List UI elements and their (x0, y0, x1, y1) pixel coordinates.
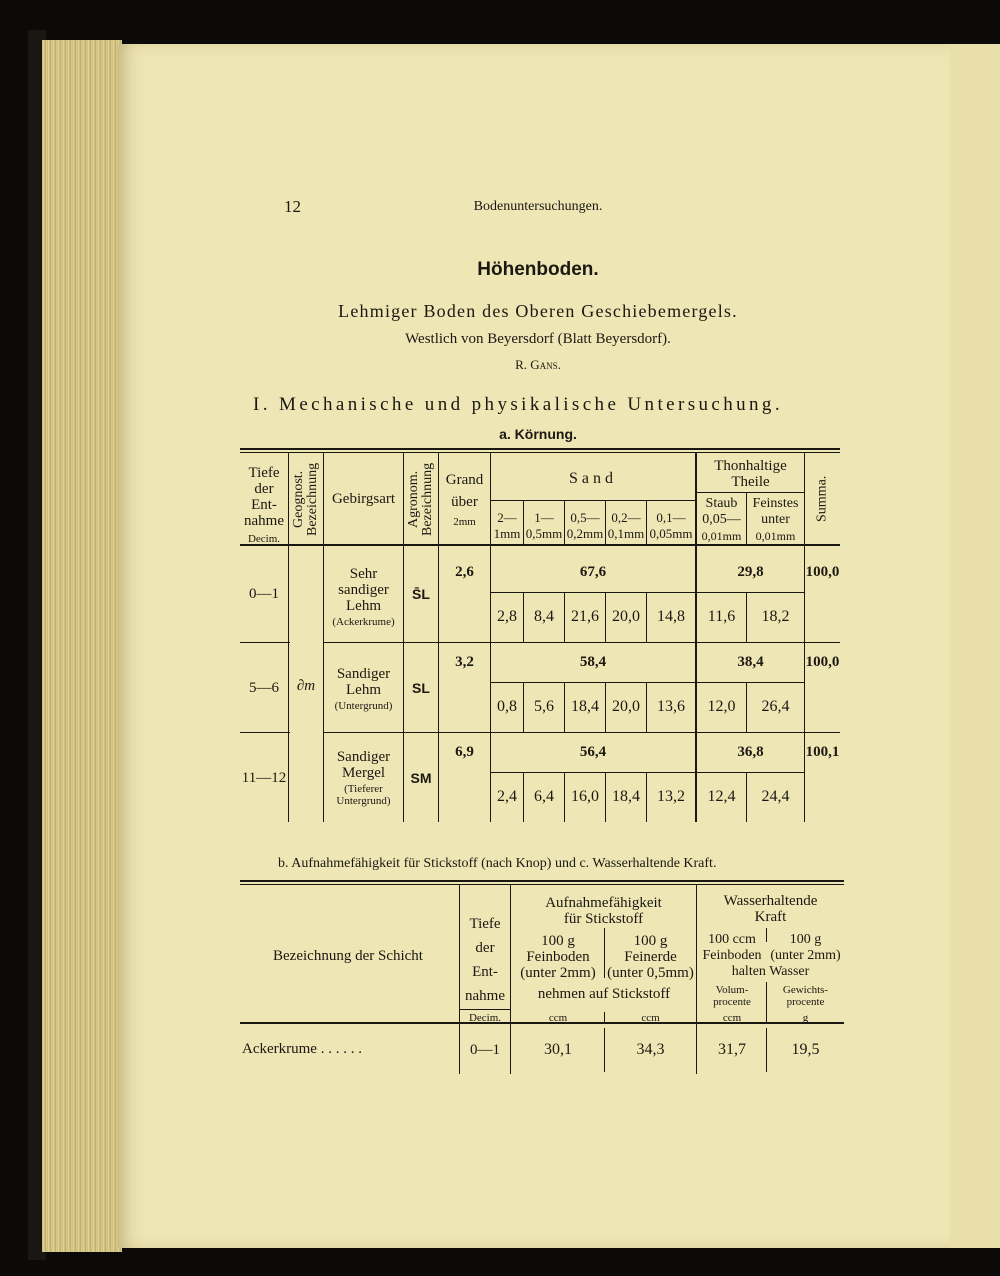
row-sand-total: 58,4 (579, 654, 607, 670)
sand-col-5-header: 0,1— 0,05mm (649, 510, 693, 541)
row-layer: Ackerkrume . . . . . . (242, 1041, 362, 1057)
feinstes-header: Feinstes unter 0,01mm (752, 496, 799, 543)
running-head: Bodenuntersuchungen. (473, 199, 603, 214)
subsection-a-heading: a. Körnung. (499, 426, 577, 442)
row-sand-total: 56,4 (579, 744, 607, 760)
row-sand-1: 2,8 (497, 608, 517, 625)
row-feinstes: 18,2 (761, 608, 790, 625)
g-unit: g (802, 1012, 809, 1024)
gebirgsart-header: Gebirgsart (331, 491, 396, 507)
row-staub: 12,4 (707, 788, 736, 805)
agronom-header: Agronom. Bezeichnung (406, 462, 435, 536)
section-heading: I. Mechanische und physikalische Untersuchung. (253, 394, 783, 415)
row-depth: 0—1 (249, 586, 279, 602)
row-sand-1: 0,8 (497, 698, 517, 715)
sand-col-4-header: 0,2— 0,1mm (607, 510, 645, 541)
row-agronom: SM (410, 770, 432, 786)
geognost-symbol: ∂m (296, 678, 316, 694)
subtitle: Lehmiger Boden des Oberen Geschiebemergels. (338, 301, 738, 321)
nehmen-header: nehmen auf Stickstoff (537, 986, 671, 1002)
row-grand: 3,2 (455, 654, 474, 670)
ccm-unit-3: ccm (722, 1012, 742, 1024)
row-depth: 0—1 (470, 1042, 500, 1058)
row-sand-5: 13,6 (657, 698, 685, 715)
gewicht-header: Gewichts- procente (782, 984, 829, 1008)
page-title: Höhenboden. (477, 259, 599, 280)
row-sand-2: 8,4 (534, 608, 554, 625)
row-gebirgsart: Sehr sandiger Lehm (Ackerkrume) (332, 566, 395, 628)
wasser-header: Wasserhaltende Kraft (723, 893, 818, 925)
depth-header: Tiefe der Ent- nahme Decim. (244, 465, 284, 545)
row-depth: 11—12 (241, 770, 287, 786)
sand-col-2-header: 1— 0,5mm (525, 510, 563, 541)
author: R. Gans. (515, 357, 561, 372)
row-w-gewicht: 19,5 (791, 1041, 820, 1058)
w2-header: 100 g (unter 2mm) (770, 932, 841, 963)
sand-col-3-header: 0,5— 0,2mm (566, 510, 604, 541)
sand-header: Sand (569, 470, 617, 487)
page-edges (42, 40, 122, 1252)
volum-header: Volum- procente (713, 984, 751, 1008)
row-sand-3: 16,0 (571, 788, 599, 805)
row-gebirgsart: Sandiger Lehm (Untergrund) (334, 666, 393, 712)
layer-header: Bezeichnung der Schicht (273, 948, 423, 964)
halten-header: halten Wasser (731, 964, 810, 979)
depth-unit: Decim. (468, 1012, 502, 1024)
depth-header: Tiefe der Ent- nahme (465, 916, 505, 1004)
ccm-unit-1: ccm (548, 1012, 568, 1024)
row-staub: 11,6 (707, 608, 736, 625)
row-thon-total: 36,8 (737, 744, 764, 760)
aufnahme-header: Aufnahmefähigkeit für Stickstoff (545, 895, 662, 927)
facing-page-edge (948, 44, 1000, 1248)
row-thon-total: 29,8 (737, 564, 764, 580)
row-sand-3: 21,6 (571, 608, 599, 625)
w1-header: 100 ccm Feinboden (702, 932, 762, 963)
subsection-b-heading: b. Aufnahmefähigkeit für Stickstoff (nach Knop) und c. Wasserhaltende Kraft. (278, 856, 717, 871)
row-sand-total: 67,6 (579, 564, 607, 580)
thon-header: Thonhaltige Theile (714, 458, 787, 490)
row-n-feinerde: 34,3 (636, 1041, 665, 1058)
feinerde-header: 100 g Feinerde (unter 0,5mm) (607, 933, 694, 981)
row-thon-total: 38,4 (737, 654, 764, 670)
grand-header: Grand über 2mm (445, 472, 484, 528)
page-number: 12 (284, 197, 301, 216)
sand-col-1-header: 2— 1mm (493, 510, 521, 541)
ccm-unit-2: ccm (641, 1012, 660, 1024)
row-grand: 2,6 (455, 564, 474, 580)
row-sand-5: 13,2 (657, 788, 685, 805)
row-sand-4: 18,4 (612, 788, 640, 805)
row-gebirgsart: Sandiger Mergel (Tieferer Untergrund) (336, 749, 391, 807)
row-staub: 12,0 (707, 698, 736, 715)
staub-header: Staub 0,05— 0,01mm (701, 496, 742, 543)
row-w-volum: 31,7 (718, 1041, 746, 1058)
row-sand-2: 6,4 (534, 788, 554, 805)
row-grand: 6,9 (455, 744, 474, 760)
row-n-feinboden: 30,1 (544, 1041, 572, 1058)
feinboden-header: 100 g Feinboden (unter 2mm) (520, 933, 596, 981)
row-sand-4: 20,0 (612, 698, 640, 715)
row-depth: 5—6 (249, 680, 279, 696)
location-line: Westlich von Beyersdorf (Blatt Beyersdorf). (405, 331, 671, 347)
row-summa: 100,0 (805, 564, 840, 580)
geognost-header: Geognost. Bezeichnung (291, 462, 320, 536)
row-sand-5: 14,8 (657, 608, 685, 625)
row-feinstes: 24,4 (761, 788, 790, 805)
summa-header: Summa. (814, 475, 830, 523)
row-summa: 100,0 (805, 654, 840, 670)
row-sand-3: 18,4 (571, 698, 599, 715)
row-sand-4: 20,0 (612, 608, 640, 625)
row-sand-2: 5,6 (534, 698, 554, 715)
row-agronom: S̄L (412, 586, 430, 602)
row-agronom: SL (412, 680, 430, 696)
row-feinstes: 26,4 (761, 698, 790, 715)
row-summa: 100,1 (805, 744, 840, 760)
row-sand-1: 2,4 (497, 788, 517, 805)
book-page (118, 44, 950, 1248)
